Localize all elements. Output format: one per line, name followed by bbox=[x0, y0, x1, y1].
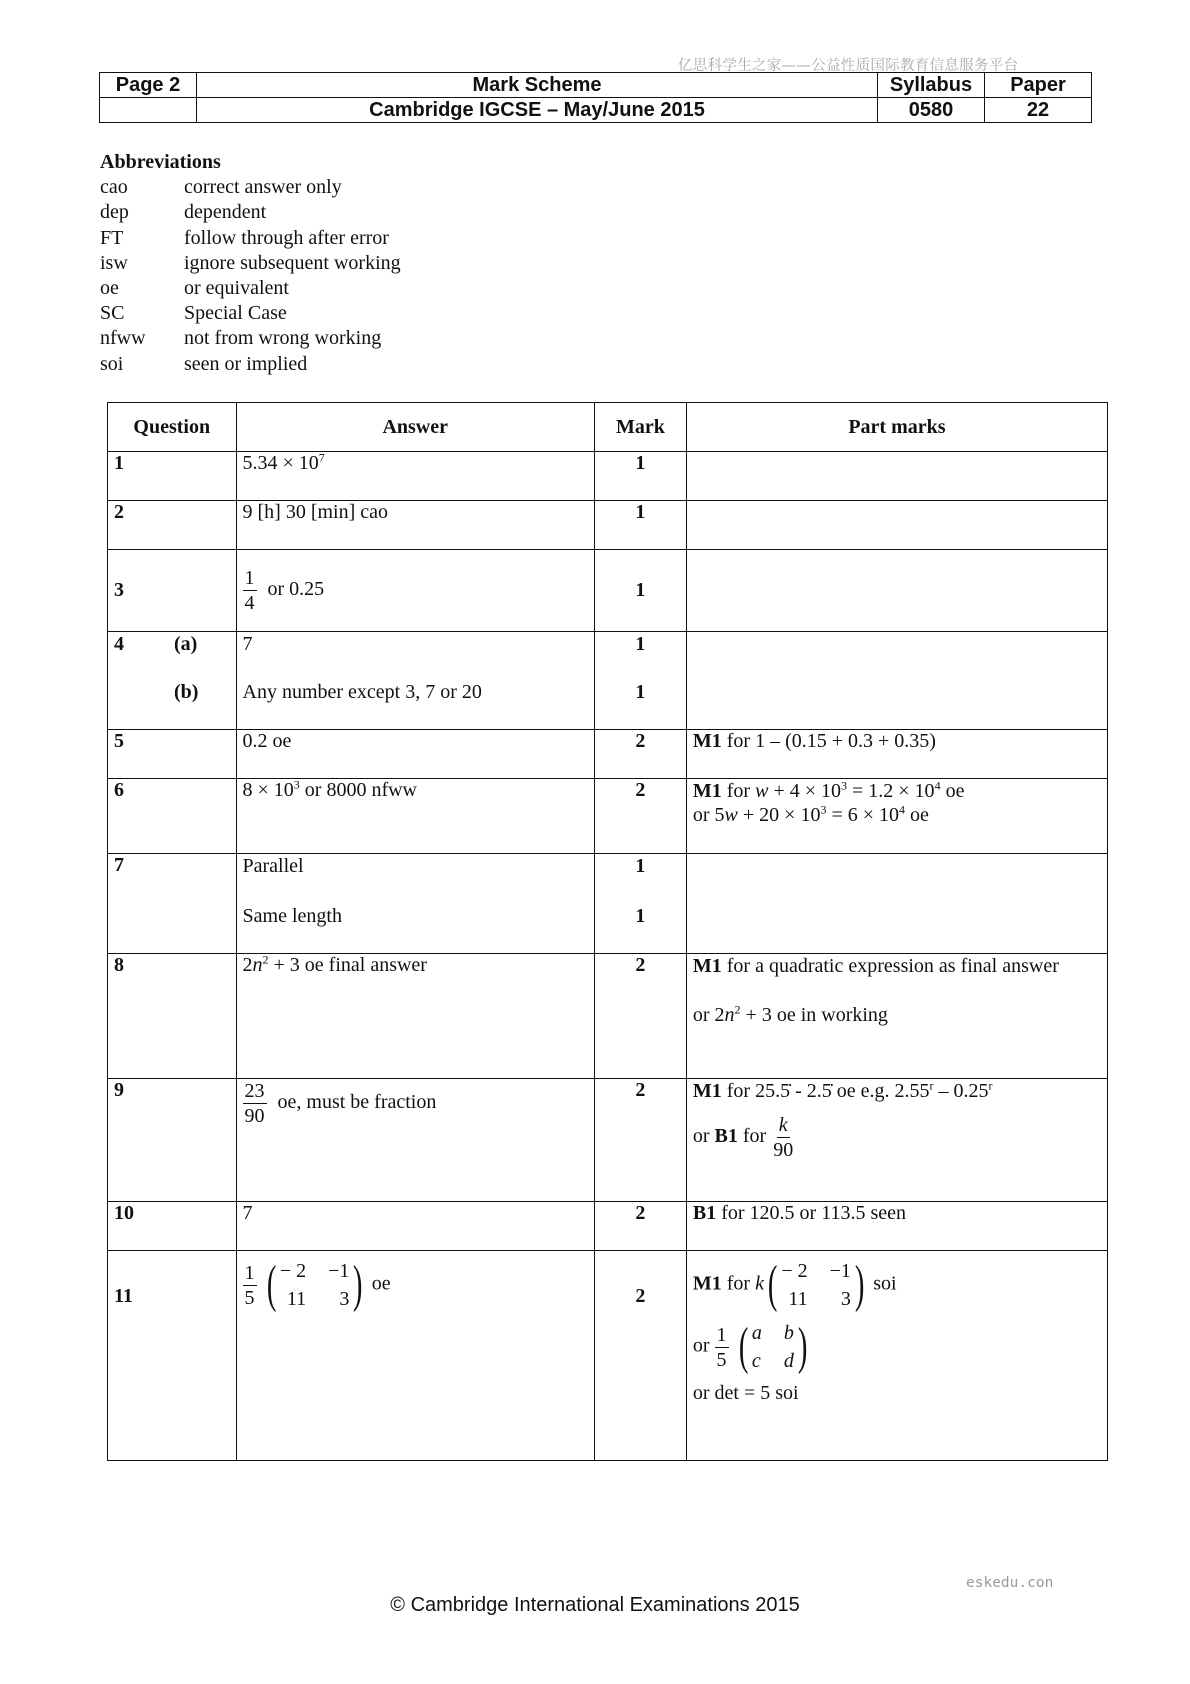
mark-value: 2 bbox=[594, 1202, 686, 1251]
matrix: ( − 2 −1 11 3 ) bbox=[266, 1256, 363, 1313]
part-label: (b) bbox=[174, 681, 199, 703]
col-question: Question bbox=[108, 403, 237, 452]
fraction bbox=[243, 1079, 267, 1128]
watermark-top: 亿思科学生之家——公益性质国际教育信息服务平台 bbox=[678, 58, 1019, 74]
mark-value: 2 bbox=[594, 954, 686, 1079]
abbr-meaning: correct answer only bbox=[184, 176, 342, 199]
abbr-key: SC bbox=[100, 302, 125, 325]
doc-title: Mark Scheme bbox=[197, 73, 878, 98]
variable: n bbox=[252, 954, 263, 976]
matrix: ( − 2 −1 11 3 ) bbox=[767, 1256, 865, 1313]
abbr-meaning: seen or implied bbox=[184, 352, 308, 375]
mark-value: 2 bbox=[594, 779, 686, 854]
exponent: 4 bbox=[934, 778, 941, 793]
page-number: Page 2 bbox=[100, 73, 197, 98]
answer-text: 7 bbox=[236, 1202, 594, 1251]
answer-text: 0.2 oe bbox=[236, 730, 594, 779]
mark-scheme-table bbox=[107, 402, 1108, 1461]
part-mark-text: for bbox=[721, 780, 756, 802]
answer-text: 5.34 × 10 bbox=[242, 452, 319, 474]
question-number: 10 bbox=[114, 1202, 134, 1224]
exponent: 7 bbox=[318, 450, 325, 465]
fraction bbox=[243, 566, 257, 615]
fraction-numerator: 1 bbox=[244, 567, 255, 589]
col-answer: Answer bbox=[236, 403, 594, 452]
answer-text: 2 bbox=[242, 954, 253, 976]
doc-subtitle: Cambridge IGCSE – May/June 2015 bbox=[197, 98, 878, 123]
answer-text: oe bbox=[371, 1272, 391, 1295]
syllabus-label: Syllabus bbox=[878, 73, 985, 98]
fraction-denominator: 5 bbox=[716, 1348, 727, 1371]
fraction-denominator: 4 bbox=[244, 592, 255, 614]
part-mark-text: + 4 × 10 bbox=[768, 780, 841, 802]
abbr-meaning: or equivalent bbox=[184, 277, 289, 300]
abbr-key: isw bbox=[100, 251, 128, 274]
answer-text: Same length bbox=[242, 905, 342, 927]
matrix-entry: −1 bbox=[829, 1260, 851, 1282]
abbr-meaning: not from wrong working bbox=[184, 327, 382, 350]
abbr-key: nfww bbox=[100, 327, 146, 350]
paper-label: Paper bbox=[985, 73, 1092, 98]
abbr-row bbox=[100, 251, 401, 276]
paper-number: 22 bbox=[985, 98, 1092, 123]
answer-text: or 8000 nfww bbox=[299, 779, 418, 801]
fraction-numerator: k bbox=[778, 1114, 788, 1136]
mark-code: M1 bbox=[692, 780, 722, 802]
table-row bbox=[108, 632, 1108, 730]
abbr-row bbox=[100, 352, 401, 377]
part-mark-text: oe bbox=[905, 804, 929, 826]
fraction-denominator: 5 bbox=[244, 1286, 255, 1309]
abbr-row bbox=[100, 175, 401, 200]
copyright-footer: © Cambridge International Examinations 2015 bbox=[390, 1594, 800, 1616]
abbr-row bbox=[100, 200, 401, 225]
mark-value: 2 bbox=[594, 1079, 686, 1202]
mark-code: B1 bbox=[714, 1125, 738, 1148]
answer-text: 9 [h] 30 [min] cao bbox=[236, 501, 594, 550]
abbr-key: cao bbox=[100, 176, 128, 199]
table-row bbox=[108, 954, 1108, 1079]
part-mark-text: or 5 bbox=[692, 804, 725, 826]
mark-value: 2 bbox=[594, 730, 686, 779]
exponent: 2 bbox=[734, 1002, 741, 1017]
part-mark-text: + 3 oe in working bbox=[740, 1004, 888, 1026]
abbreviations-title: Abbreviations bbox=[100, 151, 221, 173]
matrix-entry: 3 bbox=[840, 1288, 851, 1310]
col-mark: Mark bbox=[594, 403, 686, 452]
question-number: 4 bbox=[114, 633, 124, 655]
exponent: r bbox=[988, 1078, 993, 1093]
header-blank bbox=[100, 98, 197, 123]
table-row bbox=[108, 730, 1108, 779]
variable: w bbox=[724, 804, 738, 826]
exponent: 3 bbox=[293, 777, 300, 792]
col-part-marks: Part marks bbox=[686, 403, 1107, 452]
question-number: 9 bbox=[114, 1079, 124, 1101]
part-mark-text: or bbox=[692, 1334, 710, 1357]
part-mark-text: – 0.25 bbox=[933, 1080, 989, 1102]
variable: k bbox=[755, 1272, 764, 1295]
mark-code: M1 bbox=[692, 730, 722, 752]
answer-text: 8 × 10 bbox=[242, 779, 294, 801]
question-number: 7 bbox=[114, 854, 124, 876]
mark-value: 1 bbox=[594, 550, 686, 632]
watermark-bottom: eskedu.con bbox=[966, 1575, 1054, 1591]
answer-text: oe, must be fraction bbox=[277, 1091, 437, 1114]
matrix-entry: − 2 bbox=[279, 1260, 307, 1282]
mark-code: B1 bbox=[692, 1202, 717, 1224]
abbreviations-section bbox=[100, 150, 401, 377]
part-mark-text: + 20 × 10 bbox=[737, 804, 821, 826]
table-row bbox=[108, 854, 1108, 954]
variable: n bbox=[724, 1004, 735, 1026]
part-mark-text: for a quadratic expression as final answer bbox=[721, 955, 1059, 977]
question-number: 3 bbox=[114, 579, 124, 601]
matrix: ( a b c d ) bbox=[738, 1318, 808, 1375]
page-header-table bbox=[99, 72, 1092, 123]
abbr-row bbox=[100, 276, 401, 301]
answer-text: + 3 oe final answer bbox=[268, 954, 427, 976]
part-label: (a) bbox=[174, 633, 198, 655]
fraction-numerator: 23 bbox=[244, 1080, 265, 1102]
abbr-key: soi bbox=[100, 352, 124, 375]
answer-text: Any number except 3, 7 or 20 bbox=[242, 681, 482, 703]
abbr-meaning: Special Case bbox=[184, 302, 287, 325]
fraction bbox=[243, 1261, 257, 1310]
fraction-numerator: 1 bbox=[716, 1323, 727, 1346]
exponent: r bbox=[929, 1078, 934, 1093]
exponent: 2 bbox=[262, 952, 269, 967]
variable: w bbox=[755, 780, 769, 802]
question-number: 8 bbox=[114, 954, 124, 976]
matrix-entry: 11 bbox=[286, 1288, 307, 1310]
mark-value: 1 bbox=[635, 855, 646, 877]
table-row bbox=[108, 1251, 1108, 1461]
syllabus-code: 0580 bbox=[878, 98, 985, 123]
matrix-entry: − 2 bbox=[781, 1260, 808, 1282]
part-mark-text: for 25.5̇ - 2.5̇ oe e.g. 2.55 bbox=[721, 1080, 930, 1102]
mark-value: 1 bbox=[635, 633, 646, 655]
abbr-row bbox=[100, 226, 401, 251]
part-mark-text: soi bbox=[873, 1272, 897, 1295]
table-row bbox=[108, 1079, 1108, 1202]
answer-text: Parallel bbox=[242, 855, 304, 877]
part-mark-text: or det = 5 soi bbox=[692, 1382, 799, 1404]
abbr-key: FT bbox=[100, 226, 124, 249]
answer-text: 7 bbox=[242, 633, 253, 655]
abbr-meaning: dependent bbox=[184, 201, 267, 224]
fraction bbox=[715, 1323, 729, 1372]
abbr-meaning: follow through after error bbox=[184, 226, 389, 249]
matrix-entry: b bbox=[783, 1322, 794, 1344]
mark-code: M1 bbox=[692, 1272, 722, 1295]
fraction-numerator: 1 bbox=[244, 1261, 255, 1284]
part-mark-text: for bbox=[721, 1272, 756, 1295]
matrix-entry: d bbox=[783, 1350, 794, 1372]
table-row bbox=[108, 550, 1108, 632]
question-number: 5 bbox=[114, 730, 124, 752]
table-row bbox=[108, 779, 1108, 854]
question-number: 1 bbox=[114, 452, 124, 474]
part-mark-text: or bbox=[692, 1125, 715, 1148]
exponent: 3 bbox=[841, 778, 847, 793]
mark-value: 1 bbox=[635, 905, 646, 927]
mark-value: 2 bbox=[594, 1251, 686, 1461]
part-mark-text: = 1.2 × 10 bbox=[847, 780, 935, 802]
answer-text: or 0.25 bbox=[267, 578, 325, 601]
part-mark-text: for 120.5 or 113.5 seen bbox=[716, 1202, 906, 1224]
abbr-key: dep bbox=[100, 201, 129, 224]
fraction-denominator: 90 bbox=[244, 1105, 265, 1127]
matrix-entry: c bbox=[751, 1350, 761, 1372]
mark-code: M1 bbox=[692, 955, 722, 977]
mark-code: M1 bbox=[692, 1080, 722, 1102]
fraction-denominator: 90 bbox=[773, 1139, 794, 1161]
mark-value: 1 bbox=[594, 452, 686, 501]
matrix-entry: 3 bbox=[339, 1288, 350, 1310]
part-mark-text: oe bbox=[940, 780, 965, 802]
table-row bbox=[108, 501, 1108, 550]
table-row bbox=[108, 1202, 1108, 1251]
exponent: 3 bbox=[820, 802, 827, 817]
table-header-row bbox=[108, 403, 1108, 452]
part-mark-text: for 1 – (0.15 + 0.3 + 0.35) bbox=[721, 730, 936, 752]
abbr-row bbox=[100, 326, 401, 351]
fraction bbox=[771, 1113, 795, 1162]
part-mark-text: or 2 bbox=[692, 1004, 725, 1026]
question-number: 6 bbox=[114, 779, 124, 801]
mark-value: 1 bbox=[635, 681, 646, 703]
question-number: 2 bbox=[114, 501, 124, 523]
mark-value: 1 bbox=[594, 501, 686, 550]
exponent: 4 bbox=[899, 802, 906, 817]
matrix-entry: a bbox=[751, 1322, 762, 1344]
matrix-entry: 11 bbox=[788, 1288, 808, 1310]
part-mark-text: = 6 × 10 bbox=[826, 804, 900, 826]
abbr-meaning: ignore subsequent working bbox=[184, 251, 401, 274]
abbr-row bbox=[100, 301, 401, 326]
table-row bbox=[108, 452, 1108, 501]
question-number: 11 bbox=[114, 1285, 133, 1307]
matrix-entry: −1 bbox=[328, 1260, 350, 1282]
abbr-key: oe bbox=[100, 277, 119, 300]
part-mark-text: for bbox=[737, 1125, 772, 1148]
